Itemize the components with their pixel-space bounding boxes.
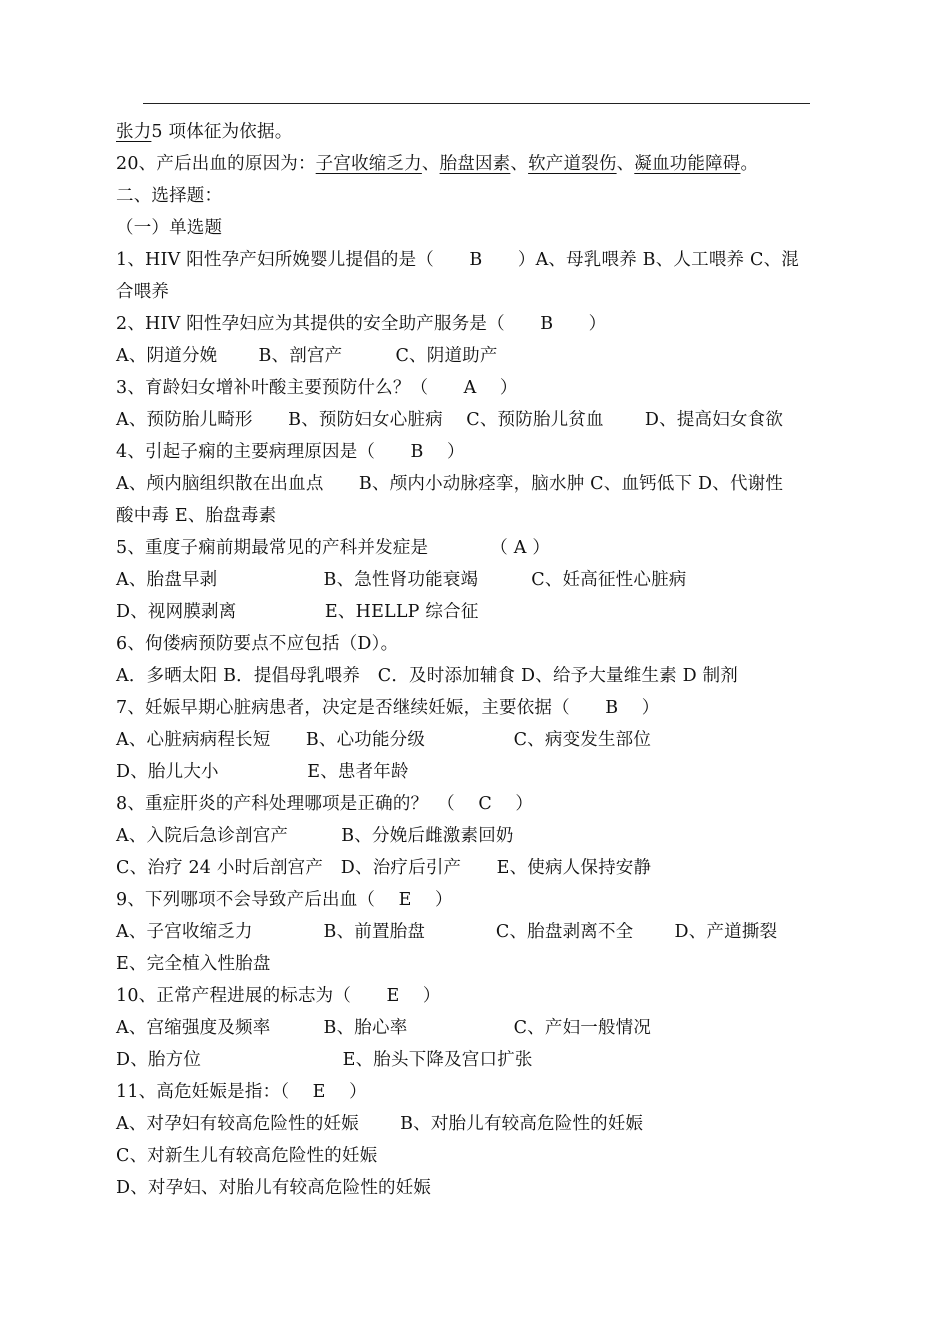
- option-line: A、心脏病病程长短 B、心功能分级 C、病变发生部位: [116, 730, 652, 750]
- question-text: 1、HIV 阳性孕产妇所娩婴儿提倡的是（ B ）A、母乳喂养 B、人工喂养 C、混: [116, 250, 799, 270]
- option-line: A、子宫收缩乏力 B、前置胎盘 C、胎盘剥离不全 D、产道撕裂: [116, 922, 778, 942]
- option-line: A、入院后急诊剖宫产 B、分娩后雌激素回奶: [116, 826, 514, 846]
- option-line: A、颅内脑组织散在出血点 B、颅内小动脉痉挛，脑水肿 C、血钙低下 D、代谢性: [116, 474, 784, 494]
- question-text: 合喂养: [116, 282, 170, 302]
- option-line: A、对孕妇有较高危险性的妊娠 B、对胎儿有较高危险性的妊娠: [116, 1114, 644, 1134]
- document-body: [116, 116, 816, 1204]
- option-line: 酸中毒 E、胎盘毒素: [116, 506, 277, 526]
- option-line: A、胎盘早剥 B、急性肾功能衰竭 C、妊高征性心脏病: [116, 570, 687, 590]
- line-b1: [116, 116, 816, 148]
- option-line: D、胎儿大小 E、患者年龄: [116, 762, 409, 782]
- underlined-answer: 张力: [116, 122, 152, 142]
- question-text: 10、正常产程进展的标志为（ E ）: [116, 986, 441, 1006]
- question-text: 8、重症肝炎的产科处理哪项是正确的？ （ C ）: [116, 794, 534, 814]
- underlined-answer: 胎盘因素: [439, 154, 511, 174]
- option-line: D、对孕妇、对胎儿有较高危险性的妊娠: [116, 1178, 432, 1198]
- line-b2: [116, 148, 816, 180]
- section-heading: 二、选择题：: [116, 186, 223, 206]
- underlined-answer: 软产道裂伤: [528, 154, 617, 174]
- underlined-answer: 子宫收缩乏力: [315, 154, 422, 174]
- option-line: E、完全植入性胎盘: [116, 954, 271, 974]
- option-line: D、视网膜剥离 E、HELLP 综合征: [116, 602, 479, 622]
- question-text: 3、育龄妇女增补叶酸主要预防什么？（ A ）: [116, 378, 518, 398]
- text-run: 20、产后出血的原因为：: [116, 154, 316, 174]
- option-line: C、对新生儿有较高危险性的妊娠: [116, 1146, 378, 1166]
- question-text: 7、妊娠早期心脏病患者，决定是否继续妊娠，主要依据（ B ）: [116, 698, 660, 718]
- question-text: 2、HIV 阳性孕妇应为其提供的安全助产服务是（ B ）: [116, 314, 607, 334]
- question-text: 11、高危妊娠是指：（ E ）: [116, 1082, 367, 1102]
- text-run: 、: [616, 154, 635, 174]
- header-rule: [143, 103, 810, 104]
- option-line: C、治疗 24 小时后剖宫产 D、治疗后引产 E、使病人保持安静: [116, 858, 652, 878]
- question-text: 6、佝偻病预防要点不应包括（D）。: [116, 634, 399, 654]
- option-line: A、阴道分娩 B、剖宫产 C、阴道助产: [116, 346, 498, 366]
- text-run: 5 项体征为依据。: [151, 122, 293, 142]
- option-line: A、宫缩强度及频率 B、胎心率 C、产妇一般情况: [116, 1018, 652, 1038]
- option-line: A、预防胎儿畸形 B、预防妇女心脏病 C、预防胎儿贫血 D、提高妇女食欲: [116, 410, 784, 430]
- text-run: 、: [510, 154, 529, 174]
- underlined-answer: 凝血功能障碍: [634, 154, 741, 174]
- option-line: A．多晒太阳 B．提倡母乳喂养 C．及时添加辅食 D、给予大量维生素 D 制剂: [116, 666, 738, 686]
- text-run: 、: [421, 154, 440, 174]
- question-text: 4、引起子痫的主要病理原因是（ B ）: [116, 442, 465, 462]
- option-line: D、胎方位 E、胎头下降及宫口扩张: [116, 1050, 533, 1070]
- question-text: 5、重度子痫前期最常见的产科并发症是 （ A ）: [116, 538, 551, 558]
- question-text: 9、下列哪项不会导致产后出血（ E ）: [116, 890, 453, 910]
- subsection-heading: （一）单选题: [116, 218, 223, 238]
- text-run: 。: [740, 154, 759, 174]
